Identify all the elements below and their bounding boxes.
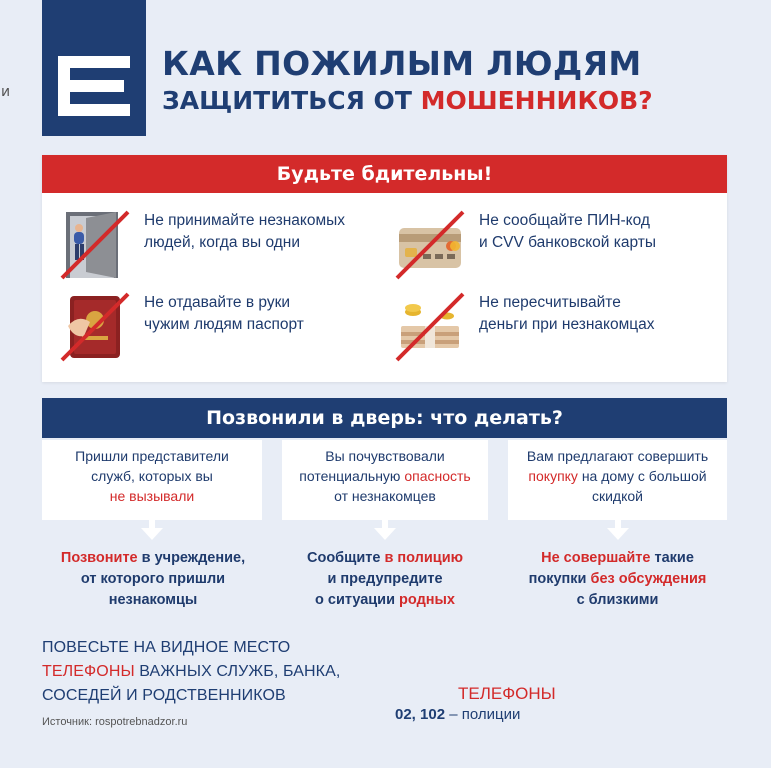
situation-1-line-1: Пришли представители — [75, 448, 229, 464]
advice-3-line-2 — [508, 569, 727, 590]
hang-phones-note — [42, 636, 340, 708]
door-icon — [60, 210, 130, 280]
money-icon — [395, 292, 465, 362]
police-numbers: 02, 102 — [395, 706, 446, 723]
advice-3-line-3: с близкими — [576, 592, 659, 608]
advice-3-line-1-post: такие — [650, 550, 694, 566]
hang-phones-line-2-red: ТЕЛЕФОНЫ — [42, 663, 135, 680]
tip-money-line-2: деньги при незнакомцах — [479, 316, 655, 333]
logo-spine — [58, 56, 70, 116]
advice-3-line-1 — [508, 548, 727, 569]
door-heading: Позвонили в дверь: что делать? — [42, 398, 727, 438]
passport-icon — [60, 292, 130, 362]
tip-card-line-1: Не сообщайте ПИН-код — [479, 212, 650, 229]
situation-box-2 — [282, 440, 488, 520]
advice-1-line-1-post: в учреждение, — [137, 550, 246, 566]
advice-2-line-3-red: родных — [399, 592, 455, 608]
page-title — [162, 46, 653, 115]
advice-2-line-3 — [282, 590, 488, 611]
situation-2-line-1: Вы почувствовали — [325, 448, 445, 464]
hang-phones-line-2 — [42, 660, 340, 684]
vigilance-heading: Будьте бдительны! — [42, 155, 727, 193]
advice-1-line-1-red: Позвоните — [60, 550, 138, 566]
police-label: – полиции — [445, 706, 521, 723]
situation-box-3 — [508, 440, 727, 520]
tip-door-text — [144, 210, 345, 254]
hang-phones-line-2-post: ВАЖНЫХ СЛУЖБ, БАНКА, — [134, 663, 341, 680]
tip-door — [60, 210, 345, 280]
advice-3-line-2-red: без обсуждения — [590, 571, 707, 587]
situation-1-line-3: не вызывали — [109, 488, 195, 504]
bank-card-icon — [395, 210, 465, 280]
advice-2-line-1-red: в полицию — [384, 550, 464, 566]
situation-3-line-3: скидкой — [591, 488, 643, 504]
advice-1-line-2: от которого пришли — [80, 571, 226, 587]
logo — [42, 0, 146, 136]
tip-money — [395, 292, 655, 362]
tip-money-line-1: Не пересчитывайте — [479, 294, 621, 311]
advice-2-line-2: и предупредите — [327, 571, 443, 587]
tip-card-line-2: и CVV банковской карты — [479, 234, 657, 251]
down-arrow-icon — [374, 528, 396, 540]
situation-box-1 — [42, 440, 262, 520]
phones-police — [395, 706, 520, 723]
title-line-2 — [162, 87, 653, 115]
situation-3-line-1: Вам предлагают совершить — [526, 448, 709, 464]
hang-phones-line-1: ПОВЕСЬТЕ НА ВИДНОЕ МЕСТО — [42, 639, 291, 656]
tip-door-line-1: Не принимайте незнакомых — [144, 212, 346, 229]
tip-card — [395, 210, 656, 280]
title-line-2-prefix: ЗАЩИТИТЬСЯ ОТ — [162, 85, 421, 115]
advice-2-line-1-pre: Сообщите — [306, 550, 385, 566]
tip-passport-line-1: Не отдавайте в руки — [144, 294, 291, 311]
down-arrow-icon — [141, 528, 163, 540]
tip-card-text — [479, 210, 656, 254]
advice-1-line-3: незнакомцы — [108, 592, 198, 608]
situation-3-line-2 — [508, 466, 727, 486]
situation-2-line-3: от незнакомцев — [334, 488, 436, 504]
tip-passport-text — [144, 292, 304, 336]
title-line-2-red: МОШЕННИКОВ? — [420, 85, 653, 115]
advice-1-line-1 — [42, 548, 264, 569]
tip-money-text — [479, 292, 655, 336]
advice-2-line-3-pre: о ситуации — [315, 592, 400, 608]
title-line-1: КАК ПОЖИЛЫМ ЛЮДЯМ — [162, 44, 642, 83]
phones-title: ТЕЛЕФОНЫ — [458, 684, 556, 703]
tip-passport-line-2: чужим людям паспорт — [144, 316, 304, 333]
tip-passport — [60, 292, 304, 362]
situation-3-line-2-red: покупку — [528, 468, 578, 484]
tip-door-line-2: людей, когда вы одни — [144, 234, 300, 251]
hang-phones-line-3: СОСЕДЕЙ И РОДСТВЕННИКОВ — [42, 687, 286, 704]
advice-3-line-1-red: Не совершайте — [541, 550, 651, 566]
situation-1-line-2: служб, которых вы — [91, 468, 213, 484]
situation-2-line-2 — [282, 466, 488, 486]
situation-2-line-2-pre: потенциальную — [299, 468, 405, 484]
source-note: Источник: rospotrebnadzor.ru — [42, 716, 188, 728]
advice-2 — [282, 548, 488, 611]
advice-3-line-2-pre: покупки — [528, 571, 591, 587]
situation-3-line-2-post: на дому с большой — [577, 468, 707, 484]
advice-1 — [42, 548, 264, 611]
advice-3 — [508, 548, 727, 611]
edge-character: и — [1, 84, 11, 100]
advice-2-line-1 — [282, 548, 488, 569]
situation-2-line-2-red: опасность — [404, 468, 471, 484]
down-arrow-icon — [607, 528, 629, 540]
